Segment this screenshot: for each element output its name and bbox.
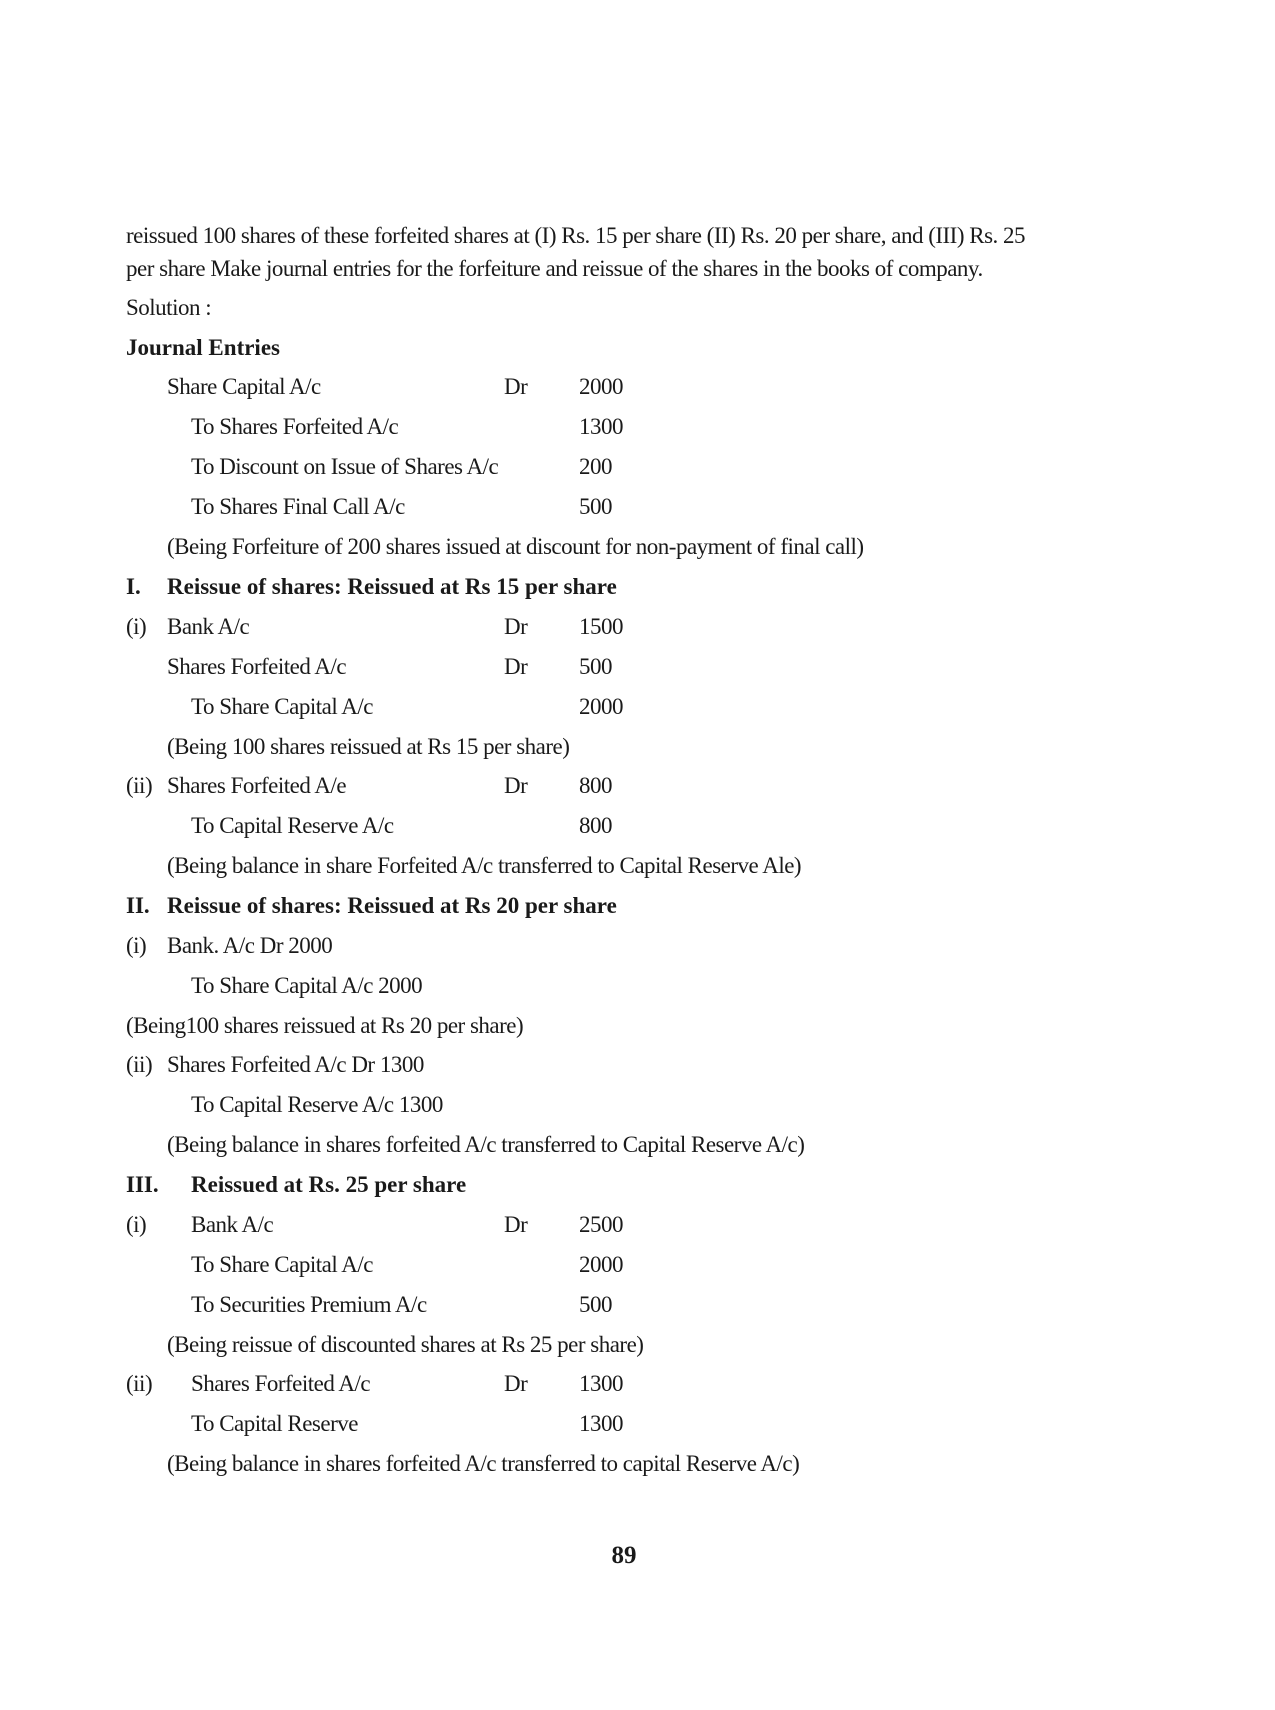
page-number: 89 [611,1542,637,1569]
section-3-title: Reissued at Rs. 25 per share [191,1172,467,1197]
journal-narration: (Being100 shares reissued at Rs 20 per share) [126,1013,524,1038]
forfeiture-account: To Discount on Issue of Shares A/c [191,454,499,479]
forfeiture-dr: Dr [504,374,528,399]
forfeiture-amount: 1300 [579,414,623,439]
section-3-number: III. [126,1172,159,1197]
journal-amount: 2000 [579,694,623,719]
journal-entries-heading: Journal Entries [126,335,280,360]
journal-line: Shares Forfeited A/c Dr 1300 [167,1052,424,1077]
solution-label: Solution : [126,295,212,320]
journal-amount: 2500 [579,1212,623,1237]
entry-number: (i) [126,614,147,639]
journal-account: To Securities Premium A/c [191,1292,427,1317]
forfeiture-amount: 500 [579,494,612,519]
section-1-title: Reissue of shares: Reissued at Rs 15 per share [167,574,617,599]
journal-amount: 800 [579,773,612,798]
entry-number: (i) [126,1212,147,1237]
journal-amount: 800 [579,813,612,838]
journal-narration: (Being balance in shares forfeited A/c transferred to Capital Reserve A/c) [167,1132,805,1157]
journal-narration: (Being 100 shares reissued at Rs 15 per share) [167,734,570,759]
journal-amount: 1500 [579,614,623,639]
intro-line-1: reissued 100 shares of these forfeited shares at (I) Rs. 15 per share (II) Rs. 20 per share, and (III) Rs. 25 [126,223,1026,248]
journal-line: To Capital Reserve A/c 1300 [191,1092,443,1117]
forfeiture-account: To Shares Final Call A/c [191,494,405,519]
forfeiture-narration: (Being Forfeiture of 200 shares issued at discount for non-payment of final call) [167,534,864,559]
intro-line-2: per share Make journal entries for the forfeiture and reissue of the shares in the books of company. [126,256,983,281]
forfeiture-amount: 200 [579,454,612,479]
journal-narration: (Being balance in share Forfeited A/c transferred to Capital Reserve Ale) [167,853,802,878]
journal-line: Bank. A/c Dr 2000 [167,933,333,958]
journal-account: To Capital Reserve A/c [191,813,394,838]
journal-account: Shares Forfeited A/c [167,654,347,679]
journal-dr: Dr [504,1371,528,1396]
journal-dr: Dr [504,1212,528,1237]
journal-dr: Dr [504,614,528,639]
forfeiture-account: To Shares Forfeited A/c [191,414,399,439]
journal-amount: 1300 [579,1371,623,1396]
journal-narration: (Being reissue of discounted shares at Rs 25 per share) [167,1332,644,1357]
entry-number: (ii) [126,1052,153,1077]
journal-amount: 2000 [579,1252,623,1277]
journal-account: Shares Forfeited A/c [191,1371,371,1396]
journal-account: To Share Capital A/c [191,694,373,719]
section-1-number: I. [126,574,141,599]
journal-account: Shares Forfeited A/e [167,773,347,798]
journal-account: To Share Capital A/c [191,1252,373,1277]
journal-account: To Capital Reserve [191,1411,358,1436]
journal-amount: 500 [579,1292,612,1317]
forfeiture-account: Share Capital A/c [167,374,321,399]
entry-number: (ii) [126,773,153,798]
journal-account: Bank A/c [191,1212,274,1237]
journal-narration: (Being balance in shares forfeited A/c transferred to capital Reserve A/c) [167,1451,800,1476]
journal-amount: 500 [579,654,612,679]
entry-number: (i) [126,933,147,958]
journal-amount: 1300 [579,1411,623,1436]
journal-line: To Share Capital A/c 2000 [191,973,423,998]
entry-number: (ii) [126,1371,153,1396]
forfeiture-amount: 2000 [579,374,623,399]
journal-account: Bank A/c [167,614,250,639]
journal-dr: Dr [504,654,528,679]
journal-dr: Dr [504,773,528,798]
section-2-number: II. [126,893,150,918]
section-2-title: Reissue of shares: Reissued at Rs 20 per share [167,893,617,918]
